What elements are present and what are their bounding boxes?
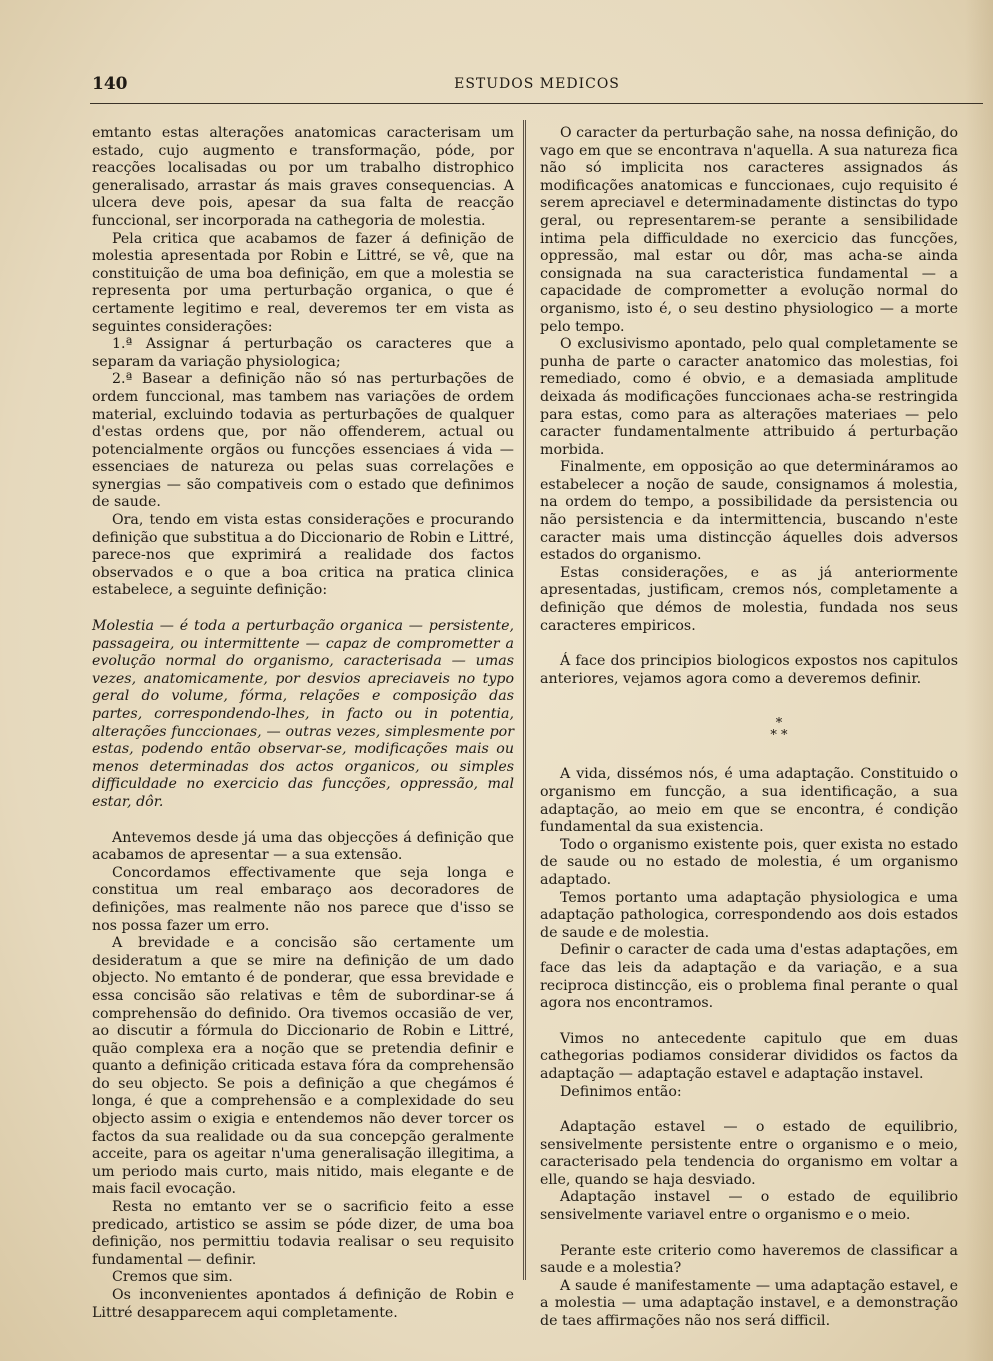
paragraph: A vida, dissémos nós, é uma adaptação. Constituido o organismo em funcção, a sua identificação, a sua adaptação, ao meio em que se encontra, é condição fundamental da sua existencia. <box>540 766 958 836</box>
spacer <box>540 635 958 653</box>
paragraph: Pela critica que acabamos de fazer á definição de molestia apresentada por Robin e Littré, se vê, que na constituição de uma boa definição, em que a molestia se representa por uma perturbação organica, o que é certamente legitimo e real, deveremos ter em vista as seguintes considerações: <box>92 230 514 335</box>
section-break <box>540 718 958 742</box>
spacer <box>92 600 514 618</box>
paragraph: Concordamos effectivamente que seja longa e constitua um real embaraço aos decoradores de definições, mas realmente não nos parece que d'isso se nos possa fazer um erro. <box>92 864 514 934</box>
header-rule <box>90 103 983 104</box>
asterism-bottom: * * <box>770 728 788 744</box>
paragraph: A saude é manifestamente — uma adaptação estavel, e a molestia — uma adaptação instavel, e a demonstração de taes affirmações não nos será difficil. <box>540 1277 958 1330</box>
asterism-top: * <box>775 716 783 732</box>
paragraph: A brevidade e a concisão são certamente um desideratum a que se mire na definição de um dado objecto. No emtanto é de ponderar, que essa brevidade e essa concisão são relativas e têm de subordinar-se á comprehensão do definido. Ora tivemos occasião de ver, ao discutir a fórmula do Diccionario de Robin e Littré, quão complexa era a noção que se pretendia definir e quanto a definição criticada estava fóra da comprehensão do seu objecto. Se pois a definição a que chegámos é longa, é que a comprehensão e a complexidade do seu objecto assim o exigia e entendemos não dever torcer os factos da sua realidade ou da sua concepção geralmente acceite, para os ageitar n'uma generalisação illegitima, a um periodo mais curto, mais nitido, mais elegante e de mais facil evocação. <box>92 935 514 1198</box>
paragraph: Definir o caracter de cada uma d'estas adaptações, em face das leis da adaptação e da variação, e a sua reciproca distincção, eis o problema final perante o qual agora nos encontramos. <box>540 942 958 1012</box>
paragraph: Resta no emtanto ver se o sacrificio feito a esse predicado, artistico se assim se póde dizer, de uma boa definição, nos permittiu todavia realisar o seu requisito fundamental — definir. <box>92 1199 514 1268</box>
page-number: 140 <box>92 74 128 94</box>
paragraph: Perante este criterio como haveremos de classificar a saude e a molestia? <box>540 1242 958 1277</box>
paragraph: Adaptação instavel — o estado de equilibrio sensivelmente variavel entre o organismo e o meio. <box>540 1189 958 1224</box>
list-item: 1.ª Assignar á perturbação os caracteres que a separam da variação physiologica; <box>92 336 514 370</box>
paragraph: emtanto estas alterações anatomicas caracterisam um estado, cujo augmento e transformação, póde, por reacções localisadas ou por um trabalho distrophico generalisado, arrastar ás mais graves consequencias. A ulcera deve pois, apesar da sua falta de reacção funccional, ser incorporada na cathegoria de molestia. <box>92 125 514 229</box>
paragraph: O caracter da perturbação sahe, na nossa definição, do vago em que se encontrava n'aquella. A sua natureza fica não só implicita nos caracteres assignados ás modificações anatomicas e funccionaes, cujo requisito é serem apreciavel e determinadamente distinctas do typo geral, ou representarem-se perante a sensibilidade intima pela difficuldade no exercicio das funcções, oppressão, mal estar ou dôr, mas acha-se ainda consignada na sua caracteristica fundamental — a capacidade de comprometter a evolução normal do organismo, isto é, o seu destino physiologico — a morte pelo tempo. <box>540 125 958 335</box>
paragraph: Finalmente, em opposição ao que determináramos ao estabelecer a noção de saude, consignamos á molestia, na ordem do tempo, a possibilidade da persistencia ou não persistencia e da intermittencia, buscando n'este caracter mais uma distincção áquelles dois adversos estados do organismo. <box>540 459 958 564</box>
spacer <box>540 1013 958 1031</box>
paragraph: Ora, tendo em vista estas considerações e procurando definição que substitua a do Diccionario de Robin e Littré, parece-nos que exprimirá a realidade dos factos observados e o que a boa critica na pratica clinica estabelece, a seguinte definição: <box>92 512 514 599</box>
list-item: 2.ª Basear a definição não só nas perturbações de ordem funccional, mas tambem nas variações de ordem material, excluindo todavia as perturbações de qualquer d'estas ordens que, por não offenderem, actual ou potencialmente orgãos ou funcções essenciaes á vida — essenciaes de natureza ou pelas suas correlações e synergias — são compativeis com o estado que definimos de saude. <box>92 371 514 511</box>
paragraph: Vimos no antecedente capitulo que em duas cathegorias podiamos considerar divididos os factos da adaptação — adaptação estavel e adaptação instavel. <box>540 1030 958 1082</box>
paragraph: Antevemos desde já uma das objecções á definição que acabamos de apresentar — a sua extensão. <box>92 829 514 864</box>
paragraph: Cremos que sim. <box>112 1269 233 1286</box>
spacer <box>92 812 514 830</box>
paragraph: Adaptação estavel — o estado de equilibrio, sensivelmente persistente entre o organismo e o meio, caracterisado pela tendencia do organismo em voltar a elle, quando se haja desviado. <box>540 1119 958 1188</box>
spacer <box>540 1101 958 1119</box>
running-title: ESTUDOS MEDICOS <box>454 76 620 92</box>
paragraph: O exclusivismo apontado, pelo qual completamente se punha de parte o caracter anatomico das molestias, foi remediado, como é obvio, e a demasiada amplitude deixada ás modificações funccionaes acha-se restringida para estas, como para as alterações materiaes — pelo caracter fundamentalmente attribuido á perturbação morbida. <box>540 336 958 458</box>
paragraph: Á face dos principios biologicos expostos nos capitulos anteriores, vejamos agora como a deveremos definir. <box>540 653 958 687</box>
paragraph: Temos portanto uma adaptação physiologica e uma adaptação pathologica, correspondendo aos dois estados de saude e de molestia. <box>540 889 958 941</box>
page-header <box>92 74 982 102</box>
paragraph: Os inconvenientes apontados á definição de Robin e Littré desapparecem aqui completamente. <box>92 1287 514 1321</box>
page-edge <box>965 0 993 1361</box>
left-column <box>92 125 514 1322</box>
column-divider <box>523 120 526 1280</box>
definition-block: Molestia — é toda a perturbação organica — persistente, passageira, ou intermittente — capaz de comprometter a evolução normal do organismo, caracterisada — umas vezes, anatomicamente, por desvios apreciaveis no typo geral do volume, fórma, relações e composição das partes, correspondendo-lhes, in facto ou in potentia, alterações funccionaes, — outras vezes, simplesmente por estas, podendo então observar-se, modificações mais ou menos determinadas dos actos organicos, ou simples difficuldade no exercicio das funcções, oppressão, mal estar, dôr. <box>92 618 514 810</box>
right-column <box>540 125 958 1331</box>
paragraph: Definimos então: <box>560 1083 682 1100</box>
paragraph: Estas considerações, e as já anteriormente apresentadas, justificam, cremos nós, completamente a definição que démos de molestia, fundada nos seus caracteres empiricos. <box>540 564 958 634</box>
spacer <box>540 1225 958 1243</box>
paragraph: Todo o organismo existente pois, quer exista no estado de saude ou no estado de molestia, é um organismo adaptado. <box>540 836 958 888</box>
